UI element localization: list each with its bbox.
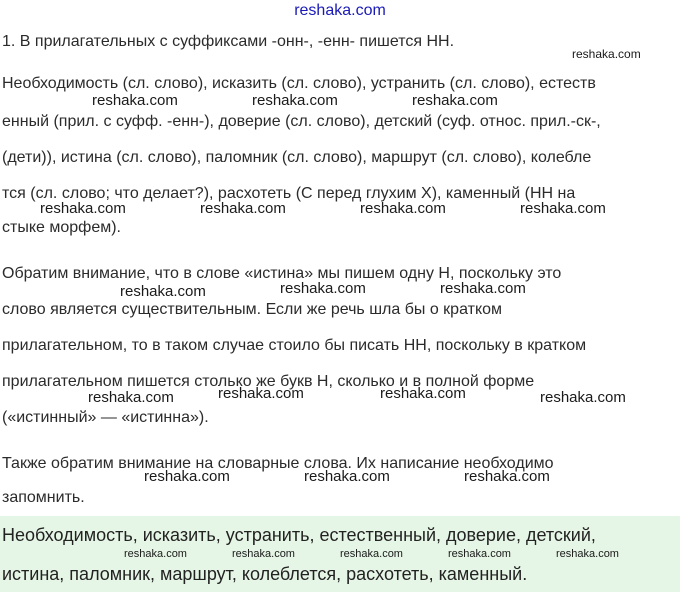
watermark: reshaka.com xyxy=(232,548,295,560)
text-line: енный (прил. с суфф. -енн-), доверие (сл. слово), детский (суф. относ. прил.-ск-, xyxy=(2,113,601,130)
text-line: (дети)), истина (сл. слово), паломник (сл. слово), маршрут (сл. слово), колебле xyxy=(2,149,592,166)
watermark: reshaka.com xyxy=(144,468,230,485)
watermark: reshaka.com xyxy=(304,468,390,485)
text-line: прилагательном пишется столько же букв Н, сколько и в полной форме xyxy=(2,373,535,390)
text-line: стыке морфем). xyxy=(2,219,121,236)
site-header: reshaka.com xyxy=(294,2,386,19)
watermark: reshaka.com xyxy=(412,92,498,109)
rule-line: 1. В прилагательных с суффиксами -онн-, -енн- пишется НН. xyxy=(2,33,455,50)
watermark: reshaka.com xyxy=(200,200,286,217)
text-line: слово является существительным. Если же речь шла бы о кратком xyxy=(2,301,503,318)
text-line: Также обратим внимание на словарные слова. Их написание необходимо xyxy=(2,455,554,472)
watermark: reshaka.com xyxy=(440,280,526,297)
answer-line: истина, паломник, маршрут, колеблется, расхотеть, каменный. xyxy=(2,564,528,584)
watermark: reshaka.com xyxy=(340,548,403,560)
watermark: reshaka.com xyxy=(380,385,466,402)
text-line: Необходимость (сл. слово), исказить (сл. слово), устранить (сл. слово), естеств xyxy=(2,75,596,92)
watermark: reshaka.com xyxy=(280,280,366,297)
watermark: reshaka.com xyxy=(360,200,446,217)
watermark: reshaka.com xyxy=(464,468,550,485)
text-line: Обратим внимание, что в слове «истина» мы пишем одну Н, поскольку это xyxy=(2,265,562,282)
text-line: прилагательном, то в таком случае стоило бы писать НН, поскольку в кратком xyxy=(2,337,587,354)
text-line: запомнить. xyxy=(2,489,85,506)
watermark: reshaka.com xyxy=(218,385,304,402)
text-line: тся (сл. слово; что делает?), расхотеть (С перед глухим Х), каменный (НН на xyxy=(2,185,576,202)
watermark: reshaka.com xyxy=(540,389,626,406)
watermark: reshaka.com xyxy=(572,47,641,61)
watermark: reshaka.com xyxy=(88,389,174,406)
watermark: reshaka.com xyxy=(124,548,187,560)
watermark: reshaka.com xyxy=(120,283,206,300)
watermark: reshaka.com xyxy=(556,548,619,560)
text-line: («истинный» — «истинна»). xyxy=(2,409,209,426)
watermark: reshaka.com xyxy=(520,200,606,217)
watermark: reshaka.com xyxy=(92,92,178,109)
watermark: reshaka.com xyxy=(252,92,338,109)
answer-line: Необходимость, исказить, устранить, естественный, доверие, детский, xyxy=(2,525,596,545)
watermark: reshaka.com xyxy=(40,200,126,217)
watermark: reshaka.com xyxy=(448,548,511,560)
